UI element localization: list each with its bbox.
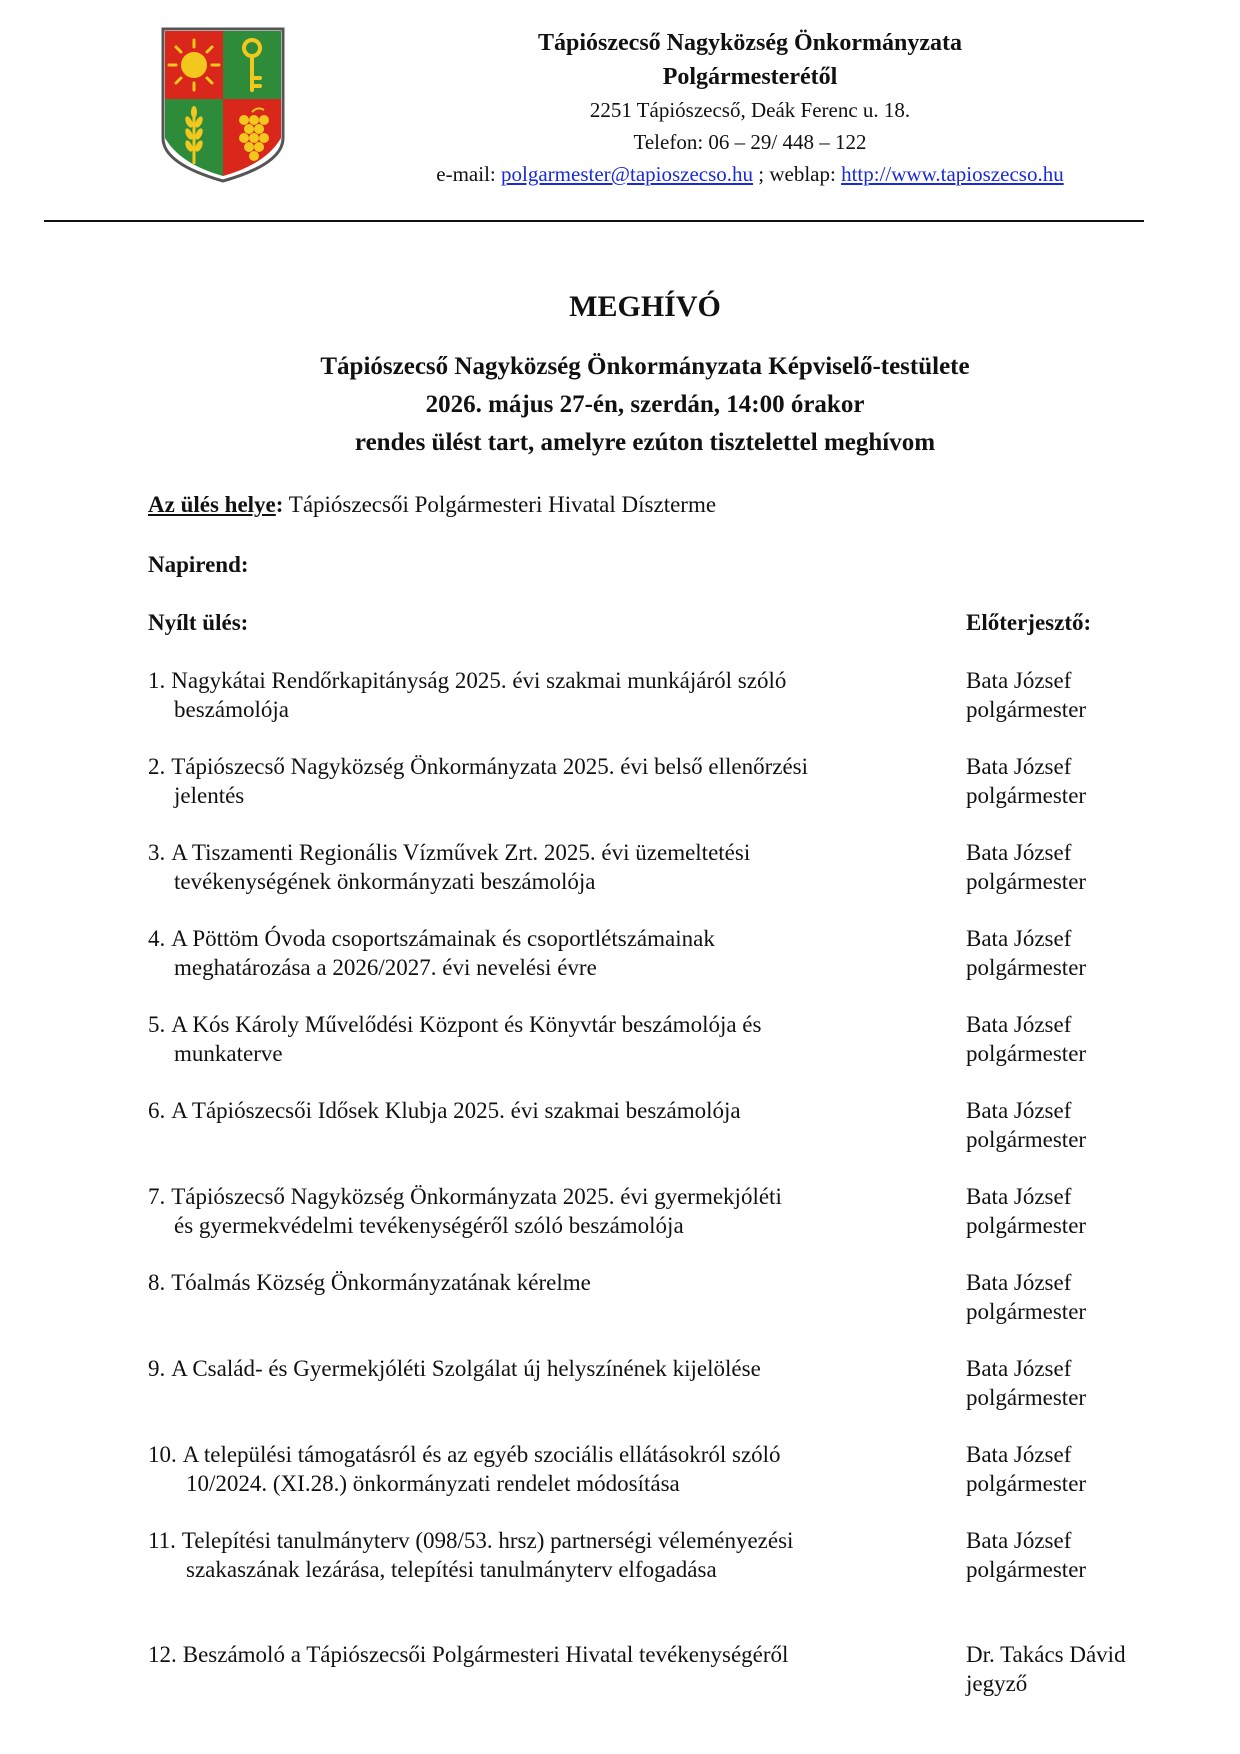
agenda-item-presenter bbox=[966, 1010, 1166, 1068]
presenter-name: Bata József bbox=[966, 926, 1072, 951]
venue-value: Tápiószecsői Polgármesteri Hivatal Díszterme bbox=[283, 492, 717, 517]
presenter-title: polgármester bbox=[966, 1557, 1087, 1582]
presenter-title: polgármester bbox=[966, 1299, 1087, 1324]
agenda-item-number: 1. bbox=[148, 668, 166, 693]
presenter-title: polgármester bbox=[966, 1213, 1087, 1238]
agenda-item-number: 6. bbox=[148, 1098, 166, 1123]
venue-colon: : bbox=[275, 492, 284, 517]
presenter-title: polgármester bbox=[966, 955, 1087, 980]
agenda-item-number: 11. bbox=[148, 1528, 176, 1553]
agenda-item-text bbox=[148, 1354, 914, 1383]
venue-line bbox=[148, 492, 716, 518]
agenda-item-presenter bbox=[966, 1526, 1166, 1584]
agenda-item-line-1: Nagykátai Rendőrkapitányság 2025. évi szakmai munkájáról szóló bbox=[171, 668, 787, 693]
agenda-item-presenter bbox=[966, 1182, 1166, 1240]
presenter-name: Bata József bbox=[966, 1270, 1072, 1295]
intro-line-2: 2026. május 27-én, szerdán, 14:00 órakor bbox=[425, 391, 865, 418]
agenda-item-text bbox=[148, 1640, 926, 1669]
agenda-item-text bbox=[148, 1010, 914, 1068]
agenda-item bbox=[148, 666, 1148, 752]
agenda-item-text bbox=[148, 752, 914, 810]
presenter-title: polgármester bbox=[966, 1471, 1087, 1496]
agenda-item-number: 9. bbox=[148, 1356, 166, 1381]
intro-line-1: Tápiószecső Nagyközség Önkormányzata Képviselő-testülete bbox=[320, 353, 970, 380]
agenda-item bbox=[148, 1010, 1148, 1096]
presenter-column-header: Előterjesztő: bbox=[966, 610, 1092, 635]
agenda-item-presenter bbox=[966, 1440, 1166, 1498]
presenter-title: jegyző bbox=[966, 1671, 1028, 1696]
presenter-name: Dr. Takács Dávid bbox=[966, 1642, 1126, 1667]
agenda-item-number: 3. bbox=[148, 840, 166, 865]
letterhead bbox=[320, 26, 1180, 190]
email-link[interactable]: polgarmester@tapioszecso.hu bbox=[501, 162, 754, 186]
agenda-item-line-1: Beszámoló a Tápiószecsői Polgármesteri Hivatal tevékenységéről bbox=[182, 1642, 789, 1667]
agenda-item-presenter bbox=[966, 666, 1166, 724]
agenda-item-line-1: Tápiószecső Nagyközség Önkormányzata 2025. évi belső ellenőrzési bbox=[171, 754, 809, 779]
agenda-item-presenter bbox=[966, 1354, 1166, 1412]
agenda-item-line-1: Tápiószecső Nagyközség Önkormányzata 2025. évi gyermekjóléti bbox=[171, 1184, 782, 1209]
agenda-label: Napirend: bbox=[148, 552, 249, 577]
agenda-item-line-1: A Tápiószecsői Idősek Klubja 2025. évi szakmai beszámolója bbox=[171, 1098, 741, 1123]
presenter-name: Bata József bbox=[966, 1184, 1072, 1209]
agenda-item bbox=[148, 838, 1148, 924]
agenda-item-text bbox=[148, 924, 914, 982]
agenda-item-line-1: A Kós Károly Művelődési Központ és Könyvtár beszámolója és bbox=[171, 1012, 762, 1037]
agenda-item-text bbox=[148, 1440, 926, 1498]
open-session-label: Nyílt ülés: bbox=[148, 610, 249, 635]
agenda-item bbox=[148, 1640, 1148, 1726]
presenter-title: polgármester bbox=[966, 1127, 1087, 1152]
email-prefix: e-mail: bbox=[436, 162, 502, 186]
agenda-item-text bbox=[148, 1182, 914, 1240]
agenda-item-number: 5. bbox=[148, 1012, 166, 1037]
agenda-item-line-2: 10/2024. (XI.28.) önkormányzati rendelet módosítása bbox=[186, 1471, 680, 1496]
agenda-item-text bbox=[148, 1096, 914, 1125]
agenda-item-line-1: Tóalmás Község Önkormányzatának kérelme bbox=[171, 1270, 591, 1295]
agenda-item-number: 2. bbox=[148, 754, 166, 779]
contact-line bbox=[320, 158, 1180, 190]
agenda-item-presenter bbox=[966, 1096, 1166, 1154]
agenda-item-line-2: beszámolója bbox=[174, 697, 289, 722]
presenter-name: Bata József bbox=[966, 1442, 1072, 1467]
agenda-item-line-1: A Tiszamenti Regionális Vízművek Zrt. 2025. évi üzemeltetési bbox=[171, 840, 751, 865]
agenda-item bbox=[148, 1526, 1148, 1612]
presenter-name: Bata József bbox=[966, 1012, 1072, 1037]
agenda-item-text bbox=[148, 666, 914, 724]
venue-label: Az ülés helye bbox=[148, 492, 276, 517]
agenda-item-text bbox=[148, 1268, 914, 1297]
agenda-item bbox=[148, 924, 1148, 1010]
agenda-item bbox=[148, 752, 1148, 838]
phone-line: Telefon: 06 – 29/ 448 – 122 bbox=[633, 130, 867, 154]
agenda-item-number: 10. bbox=[148, 1442, 177, 1467]
agenda-item-number: 12. bbox=[148, 1642, 177, 1667]
website-link[interactable]: http://www.tapioszecso.hu bbox=[841, 162, 1064, 186]
agenda-item bbox=[148, 1440, 1148, 1526]
agenda-item-text bbox=[148, 838, 914, 896]
municipal-crest-logo bbox=[160, 26, 286, 184]
agenda-item-line-2: jelentés bbox=[174, 783, 245, 808]
agenda-item bbox=[148, 1182, 1148, 1268]
invitation-intro bbox=[0, 348, 1240, 462]
agenda-item-line-1: A Család- és Gyermekjóléti Szolgálat új helyszínének kijelölése bbox=[171, 1356, 761, 1381]
presenter-name: Bata József bbox=[966, 840, 1072, 865]
intro-line-3: rendes ülést tart, amelyre ezúton tisztelettel meghívom bbox=[354, 429, 936, 456]
presenter-title: polgármester bbox=[966, 1041, 1087, 1066]
agenda-item-presenter bbox=[966, 752, 1166, 810]
agenda-item-presenter bbox=[966, 838, 1166, 896]
agenda-item-text bbox=[148, 1526, 926, 1584]
presenter-name: Bata József bbox=[966, 1528, 1072, 1553]
agenda-item-line-1: Telepítési tanulmányterv (098/53. hrsz) partnerségi véleményezési bbox=[181, 1528, 794, 1553]
presenter-title: polgármester bbox=[966, 697, 1087, 722]
organization-name: Tápiószecső Nagyközség Önkormányzata bbox=[538, 30, 962, 56]
agenda-item bbox=[148, 1354, 1148, 1440]
document-title: MEGHÍVÓ bbox=[569, 290, 721, 323]
agenda-item-presenter bbox=[966, 1640, 1166, 1698]
presenter-name: Bata József bbox=[966, 1356, 1072, 1381]
agenda-item-line-2: tevékenységének önkormányzati beszámolója bbox=[174, 869, 596, 894]
presenter-name: Bata József bbox=[966, 668, 1072, 693]
agenda-item-number: 8. bbox=[148, 1270, 166, 1295]
agenda-item-presenter bbox=[966, 1268, 1166, 1326]
agenda-item-line-2: és gyermekvédelmi tevékenységéről szóló beszámolója bbox=[174, 1213, 684, 1238]
agenda-item-line-1: A Pöttöm Óvoda csoportszámainak és csoportlétszámainak bbox=[171, 926, 715, 951]
agenda-item-line-2: munkaterve bbox=[174, 1041, 283, 1066]
web-prefix: ; weblap: bbox=[753, 162, 842, 186]
agenda-item-line-1: A települési támogatásról és az egyéb szociális ellátásokról szóló bbox=[182, 1442, 781, 1467]
presenter-title: polgármester bbox=[966, 1385, 1087, 1410]
office-name: Polgármesterétől bbox=[662, 64, 838, 90]
presenter-title: polgármester bbox=[966, 869, 1087, 894]
agenda-item-line-2: meghatározása a 2026/2027. évi nevelési évre bbox=[174, 955, 597, 980]
presenter-name: Bata József bbox=[966, 754, 1072, 779]
agenda-item-number: 7. bbox=[148, 1184, 166, 1209]
presenter-title: polgármester bbox=[966, 783, 1087, 808]
agenda-item bbox=[148, 1268, 1148, 1354]
address-line: 2251 Tápiószecső, Deák Ferenc u. 18. bbox=[589, 98, 911, 122]
agenda-list bbox=[148, 666, 1148, 1726]
sun-icon bbox=[169, 40, 219, 90]
header-divider bbox=[44, 220, 1144, 222]
presenter-name: Bata József bbox=[966, 1098, 1072, 1123]
agenda-item-number: 4. bbox=[148, 926, 166, 951]
agenda-item bbox=[148, 1096, 1148, 1182]
agenda-item-line-2: szakaszának lezárása, telepítési tanulmányterv elfogadása bbox=[186, 1557, 717, 1582]
agenda-item-presenter bbox=[966, 924, 1166, 982]
